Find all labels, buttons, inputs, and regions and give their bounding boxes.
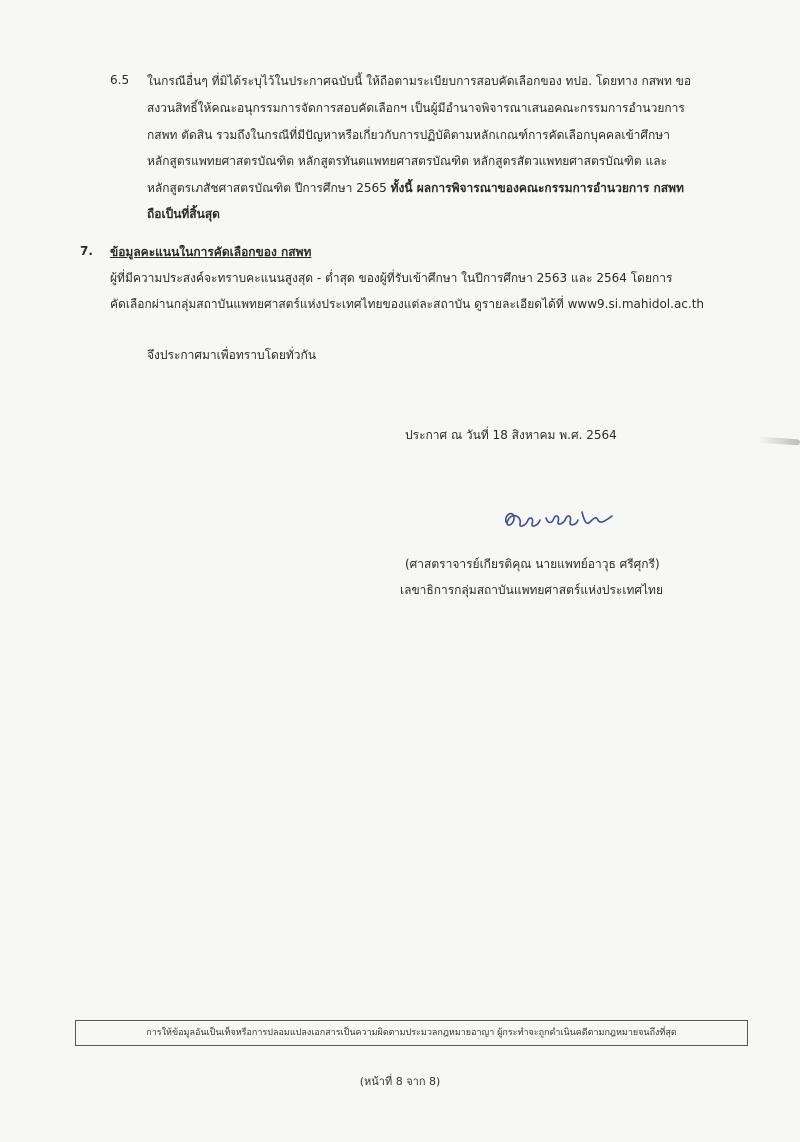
section-6-5-line-1: ในกรณีอื่นๆ ที่มิได้ระบุไว้ในประกาศฉบับนี้ ให้ถือตามระเบียบการสอบคัดเลือกของ ทปอ. โดยทาง กสพท ขอ xyxy=(147,74,692,88)
section-7-line-2: คัดเลือกผ่านกลุ่มสถาบันแพทยศาสตร์แห่งประเทศไทยของแต่ละสถาบัน ดูรายละเอียดได้ที่ www9.si.mahidol.ac.th xyxy=(110,297,705,311)
section-7-line-1: ผู้ที่มีความประสงค์จะทราบคะแนนสูงสุด - ต่ำสุด ของผู้ที่รับเข้าศึกษา ในปีการศึกษา 2563 และ 2564 โดยการ xyxy=(110,271,673,285)
scan-mark xyxy=(758,437,800,446)
handwritten-signature xyxy=(500,502,620,538)
section-6-5-number: 6.5 xyxy=(110,73,130,87)
footer-notice-box xyxy=(75,1020,748,1046)
section-6-5-line-6: ถือเป็นที่สิ้นสุด xyxy=(147,207,220,221)
announcement-date: ประกาศ ณ วันที่ 18 สิงหาคม พ.ศ. 2564 xyxy=(405,428,617,442)
section-6-5-line-5 xyxy=(147,180,684,196)
section-7-number: 7. xyxy=(80,244,93,258)
closing-statement: จึงประกาศมาเพื่อทราบโดยทั่วกัน xyxy=(147,348,316,362)
section-6-5-line-2: สงวนสิทธิ์ให้คณะอนุกรรมการจัดการสอบคัดเลือกฯ เป็นผู้มีอำนาจพิจารณาเสนอคณะกรรมการอำนวยการ xyxy=(147,101,685,115)
section-6-5-line-3: กสพท ตัดสิน รวมถึงในกรณีที่มีปัญหาหรือเกี่ยวกับการปฏิบัติตามหลักเกณฑ์การคัดเลือกบุคคลเข้าศึกษา xyxy=(147,128,670,142)
signatory-position: เลขาธิการกลุ่มสถาบันแพทยศาสตร์แห่งประเทศไทย xyxy=(400,583,663,597)
footer-notice-text: การให้ข้อมูลอันเป็นเท็จหรือการปลอมแปลงเอกสารเป็นความผิดตามประมวลกฎหมายอาญา ผู้กระทำจะถูกดำเนินคดีตามกฎหมายจนถึงที่สุด xyxy=(146,1028,677,1038)
signatory-name: (ศาสตราจารย์เกียรติคุณ นายแพทย์อาวุธ ศรีศุกรี) xyxy=(405,557,660,571)
section-7-heading: ข้อมูลคะแนนในการคัดเลือกของ กสพท xyxy=(110,245,312,259)
section-6-5-line-4: หลักสูตรแพทยศาสตรบัณฑิต หลักสูตรทันตแพทยศาสตรบัณฑิต หลักสูตรสัตวแพทยศาสตรบัณฑิต และ xyxy=(147,154,668,168)
section-6-5-line-5-bold: ทั้งนี้ ผลการพิจารณาของคณะกรรมการอำนวยการ กสพท xyxy=(390,181,684,195)
page-number: (หน้าที่ 8 จาก 8) xyxy=(359,1075,441,1088)
section-6-5-line-5-text: หลักสูตรเภสัชศาสตรบัณฑิต ปีการศึกษา 2565 xyxy=(147,181,391,195)
